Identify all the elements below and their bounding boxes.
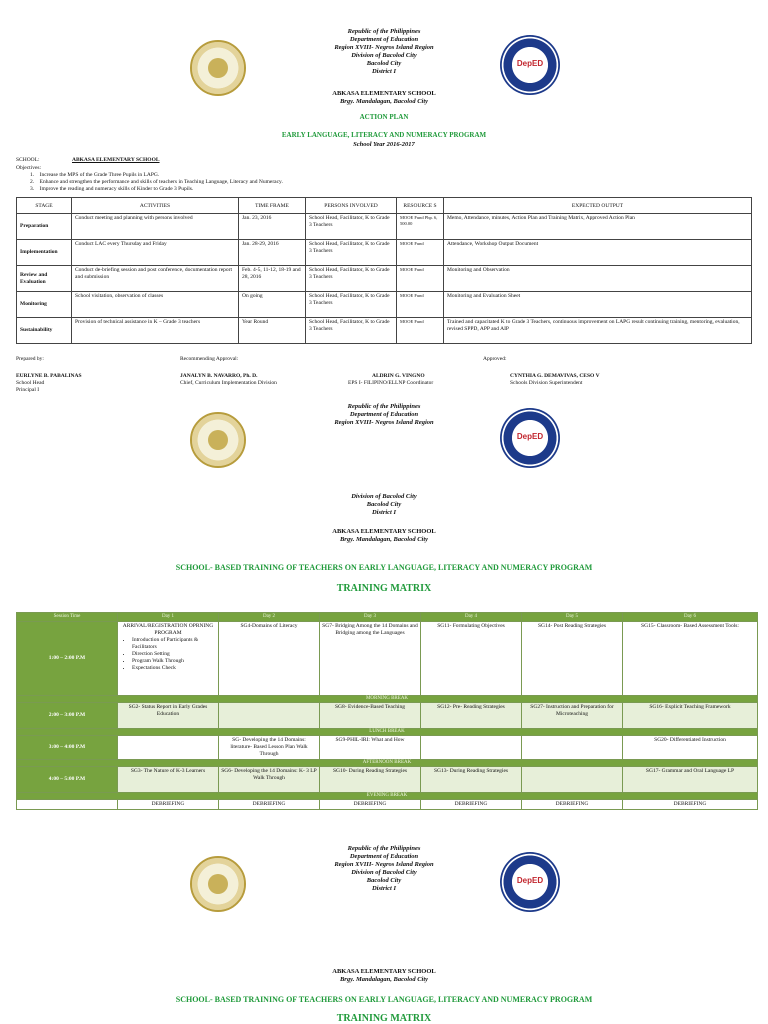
training-matrix-title: TRAINING MATRIX [336, 1013, 432, 1024]
action-plan-title: ACTION PLAN [359, 113, 409, 121]
signatory-name: CYNTHIA G. DEMAVIVAS, CESO V [510, 373, 600, 379]
col-header: PERSONS INVOLVED [306, 198, 397, 214]
session-cell: DEBRIEFING [118, 800, 219, 810]
session-cell: SG10- During Reading Strategies [320, 767, 421, 793]
session-cell: SG12- Pre- Reading Strategies [421, 703, 522, 729]
header-line: Region XVIII- Negros Island Region [334, 861, 434, 868]
persons-cell: School Head, Facilitator, K to Grade 3 Teachers [306, 318, 397, 344]
header-line: District I [371, 509, 397, 516]
header-line: Republic of the Philippines [347, 845, 421, 852]
session-cell [118, 736, 219, 760]
school-address: Brgy. Mandalagan, Bacolod City [339, 976, 429, 983]
school-address: Brgy. Mandalagan, Bacolod City [339, 536, 429, 543]
resources-cell: MOOE Fund [397, 292, 444, 318]
objectives-label: Objectives: [16, 165, 42, 171]
activities-cell: Conduct LAC every Thursday and Friday [72, 240, 239, 266]
header-block [284, 28, 484, 76]
header-line: District I [371, 885, 397, 892]
activities-cell: Provision of technical assistance in K – Grade 3 teachers [72, 318, 239, 344]
activities-cell: Conduct de-briefing session and post conference, documentation report and submission [72, 266, 239, 292]
session-cell: DEBRIEFING [421, 800, 522, 810]
session-cell: SG13- During Reading Strategies [421, 767, 522, 793]
persons-cell: School Head, Facilitator, K to Grade 3 Teachers [306, 292, 397, 318]
persons-cell: School Head, Facilitator, K to Grade 3 Teachers [306, 266, 397, 292]
resources-cell: MOOE Fund [397, 240, 444, 266]
approved-label: Approved: [483, 356, 507, 362]
table-row [17, 318, 752, 344]
header-line: Bacolod City [366, 501, 402, 508]
col-header: Day 5 [522, 613, 623, 622]
session-time: 2:00 – 3:00 P.M [17, 703, 118, 729]
session-cell: SG14- Post Reading Strategies [522, 622, 623, 696]
table-row [17, 292, 752, 318]
output-cell: Monitoring and Observation [444, 266, 752, 292]
objective-item: 1. Increase the MPS of the Grade Three Pupils in LAPG. [30, 172, 160, 178]
school-seal-icon [190, 856, 246, 912]
session-time: 3:00 – 4:00 P.M [17, 736, 118, 760]
session-cell [522, 736, 623, 760]
session-cell: SG15- Classroom- Based Assessment Tools: [623, 622, 758, 696]
session-cell: SG3- The Nature of K-3 Learners [118, 767, 219, 793]
stage-cell: Sustainability [17, 318, 72, 344]
col-header: TIME FRAME [239, 198, 306, 214]
activities-cell: School visitation, observation of classes [72, 292, 239, 318]
table-row [17, 266, 752, 292]
training-matrix-table [16, 612, 758, 810]
session-cell: SG4-Domains of Literacy [219, 622, 320, 696]
recommending-label: Recommending Approval: [180, 356, 239, 362]
day1-list [120, 637, 216, 672]
signatory-name: EURLYNE B. PABALINAS [16, 373, 82, 379]
session-cell [118, 622, 219, 696]
break-row: AFTERNOON BREAK [17, 760, 758, 767]
training-matrix-title: TRAINING MATRIX [336, 583, 432, 594]
header-line: District I [371, 68, 397, 75]
table-row [17, 622, 758, 696]
break-row: LUNCH BREAK [17, 729, 758, 736]
resources-cell: MOOE Fund [397, 318, 444, 344]
stage-cell: Review and Evaluation [17, 266, 72, 292]
session-cell: SG2- Status Report in Early Grades Education [118, 703, 219, 729]
signatory-role: School Head [16, 380, 45, 386]
session-time: 1:00 – 2:00 P.M [17, 622, 118, 696]
header-line: Republic of the Philippines [347, 403, 421, 410]
session-cell: SG7- Bridging Among the 14 Domains and Bridging among the Languages [320, 622, 421, 696]
session-cell [219, 703, 320, 729]
list-item: • Introduction of Participants & Facilitators [132, 637, 216, 651]
list-item: • Direction Setting [132, 651, 216, 658]
resources-cell: MOOE Fund Php. 6, 500.00 [397, 214, 444, 240]
time-cell: Jan. 28-29, 2016 [239, 240, 306, 266]
session-cell: SG9-PHIL-IRI: What and How [320, 736, 421, 760]
school-seal-icon [190, 412, 246, 468]
session-cell [421, 736, 522, 760]
school-value: ABKASA ELEMENTARY SCHOOL [72, 157, 160, 163]
col-header: RESOURCE S [397, 198, 444, 214]
col-header: Day 3 [320, 613, 421, 622]
col-header: STAGE [17, 198, 72, 214]
deped-logo-icon: DepED [500, 35, 560, 95]
table-row [17, 240, 752, 266]
school-name: ABKASA ELEMENTARY SCHOOL [332, 90, 436, 97]
output-cell: Monitoring and Evaluation Sheet [444, 292, 752, 318]
program-title: EARLY LANGUAGE, LITERACY AND NUMERACY PROGRAM [281, 131, 487, 139]
header-block [284, 845, 484, 893]
session-cell: DEBRIEFING [219, 800, 320, 810]
deped-logo-icon: DepED [500, 852, 560, 912]
session-cell: SG11- Formulating Objectives [421, 622, 522, 696]
persons-cell: School Head, Facilitator, K to Grade 3 Teachers [306, 240, 397, 266]
session-time [17, 800, 118, 810]
col-header: Day 2 [219, 613, 320, 622]
time-cell: Feb. 4-5, 11-12, 18-19 and 28, 2016 [239, 266, 306, 292]
header-line: Department of Education [349, 853, 419, 860]
session-cell [522, 767, 623, 793]
session-cell: DEBRIEFING [320, 800, 421, 810]
header-line: Republic of the Philippines [347, 28, 421, 35]
col-header: EXPECTED OUTPUT [444, 198, 752, 214]
prepared-label: Prepared by: [16, 356, 44, 362]
session-cell: SG27- Instruction and Preparation for Microteaching [522, 703, 623, 729]
table-row [17, 214, 752, 240]
time-cell: Jan. 23, 2016 [239, 214, 306, 240]
training-title: SCHOOL- BASED TRAINING OF TEACHERS ON EARLY LANGUAGE, LITERACY AND NUMERACY PROGRAM [175, 995, 593, 1004]
training-title: SCHOOL- BASED TRAINING OF TEACHERS ON EARLY LANGUAGE, LITERACY AND NUMERACY PROGRAM [175, 563, 593, 572]
table-row [17, 767, 758, 793]
signatory-role: EPS I- FILIPINO/ELLNP Coordinator [348, 380, 434, 386]
action-plan-table [16, 197, 752, 344]
output-cell: Attendance, Workshop Output Document [444, 240, 752, 266]
stage-cell: Preparation [17, 214, 72, 240]
header-line: Department of Education [349, 411, 419, 418]
time-cell: On going [239, 292, 306, 318]
objective-item: 3. Improve the reading and numeracy skills of Kinder to Grade 3 Pupils. [30, 186, 194, 192]
session-cell: DEBRIEFING [522, 800, 623, 810]
session-cell: SG6- Developing the 14 Domains: K- 3 LP Walk Through [219, 767, 320, 793]
session-cell: DEBRIEFING [623, 800, 758, 810]
signatory-role: Schools Division Superintendent [510, 380, 583, 386]
school-label: SCHOOL: [16, 157, 40, 163]
resources-cell: MOOE Fund [397, 266, 444, 292]
session-cell: SG8- Evidence-Based Teaching [320, 703, 421, 729]
signatory-name: JANALYN B. NAVARRO, Ph. D. [180, 373, 258, 379]
table-row [17, 800, 758, 810]
school-name: ABKASA ELEMENTARY SCHOOL [332, 968, 436, 975]
day1-title: ARRIVAL/REGISTRATION OPRNING PROGRAM [122, 623, 214, 636]
header-block [284, 403, 484, 427]
persons-cell: School Head, Facilitator, K to Grade 3 Teachers [306, 214, 397, 240]
table-row [17, 703, 758, 729]
header-line: Division of Bacolod City [351, 52, 417, 59]
header-line: Bacolod City [366, 877, 402, 884]
objective-item: 2. Enhance and strengthen the performance and skills of teachers in Teaching Language, Literacy and Numeracy. [30, 179, 283, 185]
break-row: EVENING BREAK [17, 793, 758, 800]
stage-cell: Monitoring [17, 292, 72, 318]
list-item: • Expectations Check [132, 665, 216, 672]
school-address: Brgy. Mandalagan, Bacolod City [339, 98, 429, 105]
col-header: Day 4 [421, 613, 522, 622]
school-name: ABKASA ELEMENTARY SCHOOL [332, 528, 436, 535]
deped-logo-icon: DepED [500, 408, 560, 468]
output-cell: Memo, Attendance, minutes, Action Plan and Training Matrix, Approved Action Plan [444, 214, 752, 240]
break-row: MORNING BREAK [17, 696, 758, 703]
school-year: School Year 2016-2017 [353, 141, 415, 148]
session-cell: SG16- Explicit Teaching Framework [623, 703, 758, 729]
output-cell: Trained and capacitated K to Grade 3 Teachers, continuous improvement on LAPG result continuing training, mentoring, evaluation, revised SPPD, APP and AIP [444, 318, 752, 344]
list-item: • Program Walk Through [132, 658, 216, 665]
session-cell: SG- Developing the 14 Domains: literature- Based Lesson Plan Walk Through [219, 736, 320, 760]
header-line: Bacolod City [366, 60, 402, 67]
session-cell: SG17- Grammar and Oral Language LP [623, 767, 758, 793]
school-seal-icon [190, 40, 246, 96]
table-row [17, 736, 758, 760]
header-line: Region XVIII- Negros Island Region [334, 419, 434, 426]
header-line: Division of Bacolod City [351, 869, 417, 876]
header-block [284, 493, 484, 517]
col-header: Day 1 [118, 613, 219, 622]
time-cell: Year Round [239, 318, 306, 344]
signatory-name: ALDRIN G. VINGNO [372, 373, 425, 379]
stage-cell: Implementation [17, 240, 72, 266]
header-line: Department of Education [349, 36, 419, 43]
session-time: 4:00 – 5:00 P.M [17, 767, 118, 793]
activities-cell: Conduct meeting and planning with persons involved [72, 214, 239, 240]
signatory-role: Principal I [16, 387, 40, 393]
col-header: Session Time [17, 613, 118, 622]
signatory-role: Chief, Curriculum Implementation Division [180, 380, 277, 386]
col-header: Day 6 [623, 613, 758, 622]
session-cell: SG20- Differentiated Instruction [623, 736, 758, 760]
header-line: Region XVIII- Negros Island Region [334, 44, 434, 51]
header-line: Division of Bacolod City [351, 493, 417, 500]
col-header: ACTIVITIES [72, 198, 239, 214]
